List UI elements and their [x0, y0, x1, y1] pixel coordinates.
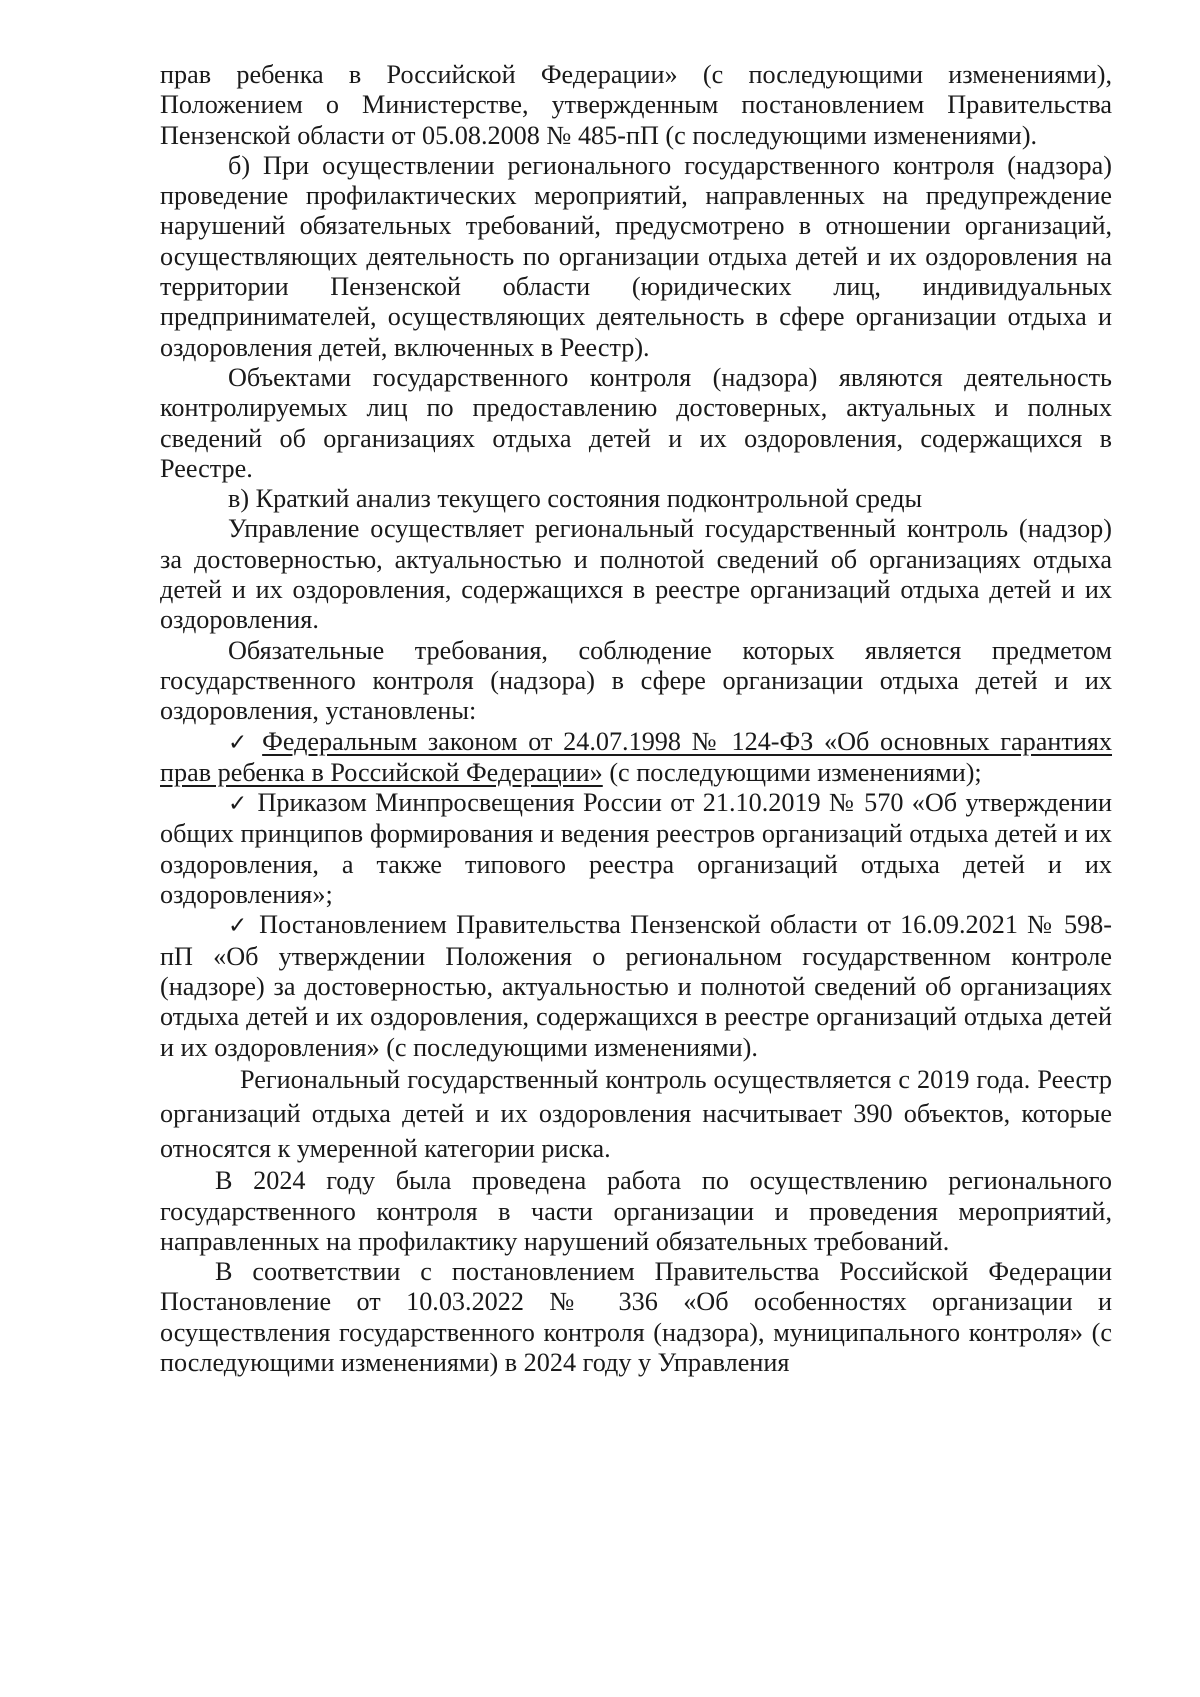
paragraph-2024-work: В 2024 году была проведена работа по осуществлению регионального государственного контроля в части организации и проведения мероприятий, направленных на профилактику нарушений обязательных требований. — [160, 1166, 1112, 1256]
paragraph-continuation: прав ребенка в Российской Федерации» (с последующими изменениями), Положением о Министерстве, утвержденным постановлением Правительства Пензенской области от 05.08.2008 № 485-пП (с последующими изменениями). — [160, 60, 1112, 150]
paragraph-requirements: Обязательные требования, соблюдение которых является предметом государственного контроля (надзора) в сфере организации отдыха детей и их оздоровления, установлены: — [160, 635, 1112, 726]
government-resolution-text: Постановлением Правительства Пензенской области от 16.09.2021 № 598-пП «Об утверждении Положения о региональном государственном контроле (надзоре) за достоверностью, актуальностью и полнотой сведений об организациях отдыха детей и их оздоровления, содержащихся в реестре организаций отдыха детей и их оздоровления» (с последующими изменениями). — [160, 910, 1112, 1062]
federal-law-suffix: (с последующими изменениями); — [602, 757, 982, 787]
list-item-ministry-order — [160, 788, 1112, 910]
section-heading-v: в) Краткий анализ текущего состояния подконтрольной среды — [228, 484, 923, 514]
federal-law-link[interactable]: Федеральным законом от 24.07.1998 № 124-ФЗ «Об основных гарантиях прав ребенка в Российской Федерации» — [160, 726, 1112, 787]
paragraph-objects: Объектами государственного контроля (надзора) являются деятельность контролируемых лиц по предоставлению достоверных, актуальных и полных сведений об организациях отдыха детей и их оздоровления, содержащихся в Реестре. — [160, 362, 1112, 483]
checkmark-icon: ✓ — [228, 913, 250, 940]
paragraph-b: б) При осуществлении регионального государственного контроля (надзора) проведение профилактических мероприятий, направленных на предупреждение нарушений обязательных требований, предусмотрено в отношении организаций, осуществляющих деятельность по организации отдыха детей и их оздоровления на территории Пензенской области (юридических лиц, индивидуальных предпринимателей, осуществляющих деятельность в сфере организации отдыха и оздоровления детей, включенных в Реестр). — [160, 150, 1112, 362]
checkmark-icon: ✓ — [228, 729, 252, 756]
paragraph-regional-control: Региональный государственный контроль осуществляется с 2019 года. Реестр организаций отдыха детей и их оздоровления насчитывает 390 объектов, которые относятся к умеренной категории риска. — [160, 1064, 1112, 1163]
ministry-order-text: Приказом Минпросвещения России от 21.10.2019 № 570 «Об утверждении общих принципов формирования и ведения реестров организаций отдыха детей и их оздоровления, а также типового реестра организаций отдыха детей и их оздоровления»; — [160, 788, 1112, 910]
list-item-federal-law — [160, 727, 1112, 789]
list-item-government-resolution — [160, 910, 1112, 1062]
checkmark-icon: ✓ — [228, 791, 250, 818]
paragraph-resolution-336: В соответствии с постановлением Правительства Российской Федерации Постановление от 10.03.2022 № 336 «Об особенностях организации и осуществления государственного контроля (надзора), муниципального контроля» (с последующими изменениями) в 2024 году у Управления — [160, 1257, 1112, 1378]
paragraph-management: Управление осуществляет региональный государственный контроль (надзор) за достоверностью, актуальностью и полнотой сведений об организациях отдыха детей и их оздоровления, содержащихся в реестре организаций отдыха детей и их оздоровления. — [160, 514, 1112, 635]
